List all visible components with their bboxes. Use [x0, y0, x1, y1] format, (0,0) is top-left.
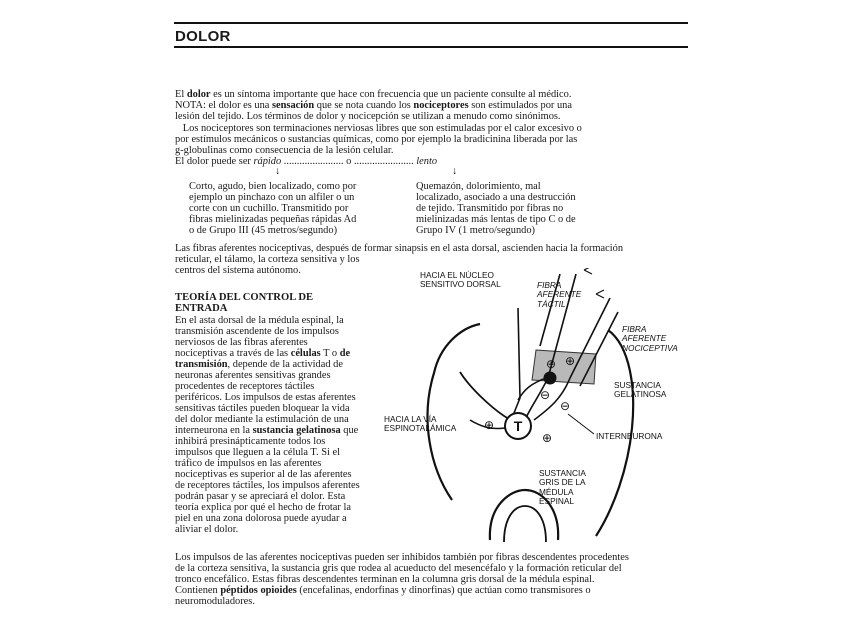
afferent-line-1: Las fibras aferentes nociceptivas, después de formar sinapsis en el asta dorsal, ascienden hacia la formación — [175, 243, 624, 254]
title-underline — [174, 46, 688, 48]
intro-line-4: Los nociceptores son terminaciones nerviosas libres que son estimuladas por el calor excesivo o — [175, 123, 582, 134]
label-interneurona: INTERNEURONA — [596, 431, 663, 441]
footer-line-4: Contienen péptidos opioides (encefalinas, endorfinas y dinorfinas) que actúan como transmisores o — [175, 585, 591, 596]
gate-heading-line-1: TEORÍA DEL CONTROL DE — [175, 292, 314, 303]
gate-heading — [175, 292, 313, 314]
footer-line-3: tronco encefálico. Estas fibras descendentes terminan en la columna gris dorsal de la médula espinal. — [175, 574, 595, 585]
gate-heading-line-2: ENTRADA — [175, 303, 228, 314]
top-rule — [174, 22, 688, 24]
minus-symbol-2: ⊖ — [560, 399, 571, 413]
nociceptive-fiber-2 — [580, 312, 618, 386]
gate-line-2: transmisión ascendente de los impulsos — [175, 326, 339, 337]
gate-line-20: aliviar el dolor. — [175, 524, 239, 535]
slow-line-5: Grupo IV (1 metro/segundo) — [416, 225, 535, 236]
dorsal-horn-inner — [512, 308, 520, 418]
spinal-cord-outline — [428, 324, 480, 500]
gate-line-8: periféricos. Los impulsos de estas aferentes — [175, 392, 356, 403]
label-sustancia-gelatinosa: SUSTANCIA GELATINOSA — [614, 380, 667, 400]
spinal-cord-diagram — [400, 268, 690, 550]
gate-line-5: transmisión, depende de la actividad de — [175, 359, 343, 370]
intro-line-6: g-globulinas como consecuencia de la lesión celular. — [175, 145, 394, 156]
label-fibra-nociceptiva: FIBRA AFERENTE NOCICEPTIVA — [622, 324, 678, 353]
plus-symbol-1: ⊕ — [546, 357, 557, 371]
slow-line-1: Quemazón, dolorimiento, mal — [416, 181, 541, 192]
intro-line-5: por estímulos mecánicos o sustancias químicas, como por ejemplo la bradicinina liberada por las — [175, 134, 578, 145]
label-nucleo-sensitivo: HACIA EL NÚCLEO SENSITIVO DORSAL — [420, 270, 501, 290]
label-via-espinotalamica: HACIA LA VÍA ESPINOTALÁMICA — [384, 414, 457, 434]
page-title: DOLOR — [175, 28, 231, 45]
t-cell-label: T — [513, 418, 523, 434]
gate-line-12: inhibirá presinápticamente todos los — [175, 436, 326, 447]
intro-line-7: El dolor puede ser rápido ....................... o ....................... lento — [175, 156, 438, 167]
tactile-receptor-1 — [584, 268, 592, 274]
gate-line-18: teoría explica por qué el hecho de frotar la — [175, 502, 351, 513]
gate-line-3: nerviosos de las fibras aferentes — [175, 337, 308, 348]
plus-symbol-2: ⊕ — [565, 354, 576, 368]
fast-line-4: fibras mielinizadas pequeñas rápidas Ad — [189, 214, 357, 225]
footer-line-5: neuromoduladores. — [175, 596, 255, 607]
ventral-horn-inner — [504, 506, 546, 542]
gate-line-19: piel en una zona dolorosa puede ayudar a — [175, 513, 347, 524]
intro-line-2: NOTA: el dolor es una sensación que se nota cuando los nociceptores son estimulados por una — [175, 100, 572, 111]
gate-line-15: nociceptivas es superior al de las aferentes — [175, 469, 352, 480]
slow-line-4: mielinizadas más lentas de tipo C o de — [416, 214, 576, 225]
slow-line-2: localizado, asociado a una destrucción — [416, 192, 576, 203]
tactile-receptor-2 — [596, 290, 604, 298]
gate-line-13: impulsos que lleguen a la célula T. Si el — [175, 447, 340, 458]
plus-symbol-4: ⊕ — [542, 431, 553, 445]
gate-line-14: tráfico de impulsos en las aferentes — [175, 458, 322, 469]
footer-line-2: de la corteza sensitiva, la sustancia gris que rodea al acueducto del mesencéfalo y la formación reticular del — [175, 563, 622, 574]
minus-symbol-1: ⊖ — [540, 388, 551, 402]
gate-line-1: En el asta dorsal de la médula espinal, la — [175, 315, 344, 326]
gate-line-4: nociceptivas a través de las células T o de — [175, 348, 351, 359]
label-sustancia-gris: SUSTANCIA GRIS DE LA MÉDULA ESPINAL — [539, 468, 586, 507]
intro-line-3: lesión del tejido. Los términos de dolor y nocicepción se utilizan a menudo como sinónimos. — [175, 111, 561, 122]
fast-line-2: ejemplo un pinchazo con un alfiler o un — [189, 192, 355, 203]
plus-symbol-3: ⊕ — [484, 418, 495, 432]
gate-line-7: procedentes de receptores táctiles — [175, 381, 315, 392]
interneuron-body — [544, 372, 557, 385]
fast-line-3: corte con un cuchillo. Transmitido por — [189, 203, 349, 214]
gate-line-16: de receptores táctiles, los impulsos aferentes — [175, 480, 360, 491]
afferent-line-3: centros del sistema autónomo. — [175, 265, 301, 276]
gate-line-6: neuronas aferentes sensitivas grandes — [175, 370, 331, 381]
arrow-slow: ↓ — [452, 166, 458, 177]
intro-line-1: El dolor es un síntoma importante que hace con frecuencia que un paciente consulte al médico. — [175, 89, 572, 100]
substantia-gelatinosa — [532, 350, 596, 384]
gate-line-17: podrán pasar y se apreciará el dolor. Esta — [175, 491, 346, 502]
interneuron-pointer — [568, 414, 594, 434]
gate-line-11: interneurona en la sustancia gelatinosa que — [175, 425, 359, 436]
afferent-line-2: reticular, el tálamo, la corteza sensitiva y los — [175, 254, 360, 265]
gate-line-9: sensitivas táctiles pueden bloquear la vida — [175, 403, 350, 414]
arrow-fast: ↓ — [275, 166, 281, 177]
gate-line-10: del dolor mediante la estimulación de una — [175, 414, 349, 425]
fast-line-5: o de Grupo III (45 metros/segundo) — [189, 225, 338, 236]
label-fibra-tactil: FIBRA AFERENTE TÁCTIL — [537, 280, 582, 309]
fast-line-1: Corto, agudo, bien localizado, como por — [189, 181, 357, 192]
slow-line-3: de tejido. Transmitido por fibras no — [416, 203, 564, 214]
footer-line-1: Los impulsos de las aferentes nociceptivas pueden ser inhibidos también por fibras descendentes procedentes — [175, 552, 629, 563]
